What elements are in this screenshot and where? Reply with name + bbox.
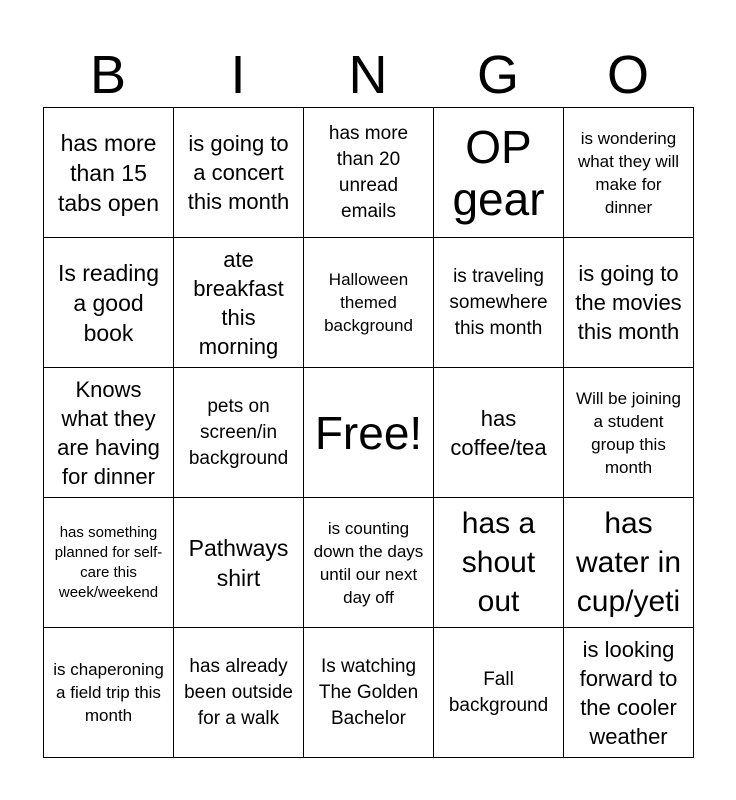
cell-text: Halloween themed background	[324, 270, 413, 335]
bingo-cell[interactable]	[563, 497, 694, 628]
bingo-cell[interactable]	[173, 107, 304, 238]
cell-text: Fall background	[448, 668, 549, 716]
bingo-cell[interactable]	[433, 237, 564, 368]
bingo-cell[interactable]	[563, 237, 694, 368]
header-letter-b: B	[89, 45, 127, 105]
cell-text: is looking forward to the cooler weather	[579, 636, 678, 749]
cell-text: is going to a concert this month	[187, 131, 290, 214]
cell-text: is traveling somewhere this month	[449, 265, 548, 339]
bingo-cell[interactable]	[303, 237, 434, 368]
bingo-cell[interactable]	[43, 107, 174, 238]
cell-text: OP gear	[452, 120, 545, 225]
bingo-cell[interactable]	[43, 237, 174, 368]
bingo-cell[interactable]	[563, 107, 694, 238]
bingo-cell[interactable]	[173, 497, 304, 628]
bingo-cell[interactable]	[43, 497, 174, 628]
cell-text: Will be joining a student group this month	[576, 388, 681, 477]
cell-text: Free!	[314, 406, 423, 459]
header-letter-n: N	[348, 45, 388, 105]
bingo-grid	[43, 107, 693, 757]
cell-text: is counting down the days until our next day off	[313, 518, 424, 607]
cell-text: is going to the movies this month	[575, 261, 682, 344]
bingo-cell[interactable]	[433, 627, 564, 758]
bingo-cell[interactable]	[173, 627, 304, 758]
cell-text: has water in cup/yeti	[575, 507, 682, 618]
cell-text: Knows what they are having for dinner	[57, 376, 160, 489]
cell-text: has already been outside for a walk	[184, 655, 293, 729]
cell-text: Is reading a good book	[57, 259, 159, 346]
bingo-cell[interactable]	[303, 627, 434, 758]
cell-text: ate breakfast this morning	[193, 246, 284, 359]
bingo-cell[interactable]	[303, 107, 434, 238]
bingo-cell[interactable]	[173, 237, 304, 368]
bingo-cell[interactable]	[43, 627, 174, 758]
cell-text: pets on screen/in background	[188, 395, 289, 469]
cell-text: has something planned for self-care this week/weekend	[54, 523, 163, 601]
bingo-cell[interactable]	[563, 627, 694, 758]
header-letter-o: O	[606, 45, 649, 105]
cell-text: is chaperoning a field trip this month	[53, 660, 164, 725]
header-letter-i: I	[230, 45, 246, 105]
bingo-cell[interactable]	[43, 367, 174, 498]
cell-text: is wondering what they will make for dinner	[577, 128, 680, 217]
cell-text: Is watching The Golden Bachelor	[318, 655, 419, 729]
bingo-cell[interactable]	[433, 107, 564, 238]
bingo-cell[interactable]	[303, 367, 434, 498]
header-letter-g: G	[476, 45, 519, 105]
bingo-header	[43, 44, 693, 106]
bingo-cell[interactable]	[303, 497, 434, 628]
cell-text: has more than 15 tabs open	[57, 129, 160, 216]
bingo-cell[interactable]	[563, 367, 694, 498]
bingo-cell[interactable]	[433, 497, 564, 628]
bingo-cell[interactable]	[433, 367, 564, 498]
cell-text: has a shout out	[461, 507, 536, 618]
bingo-cell[interactable]	[173, 367, 304, 498]
cell-text: Pathways shirt	[188, 534, 289, 591]
cell-text: has coffee/tea	[450, 405, 547, 460]
cell-text: has more than 20 unread emails	[328, 122, 409, 222]
